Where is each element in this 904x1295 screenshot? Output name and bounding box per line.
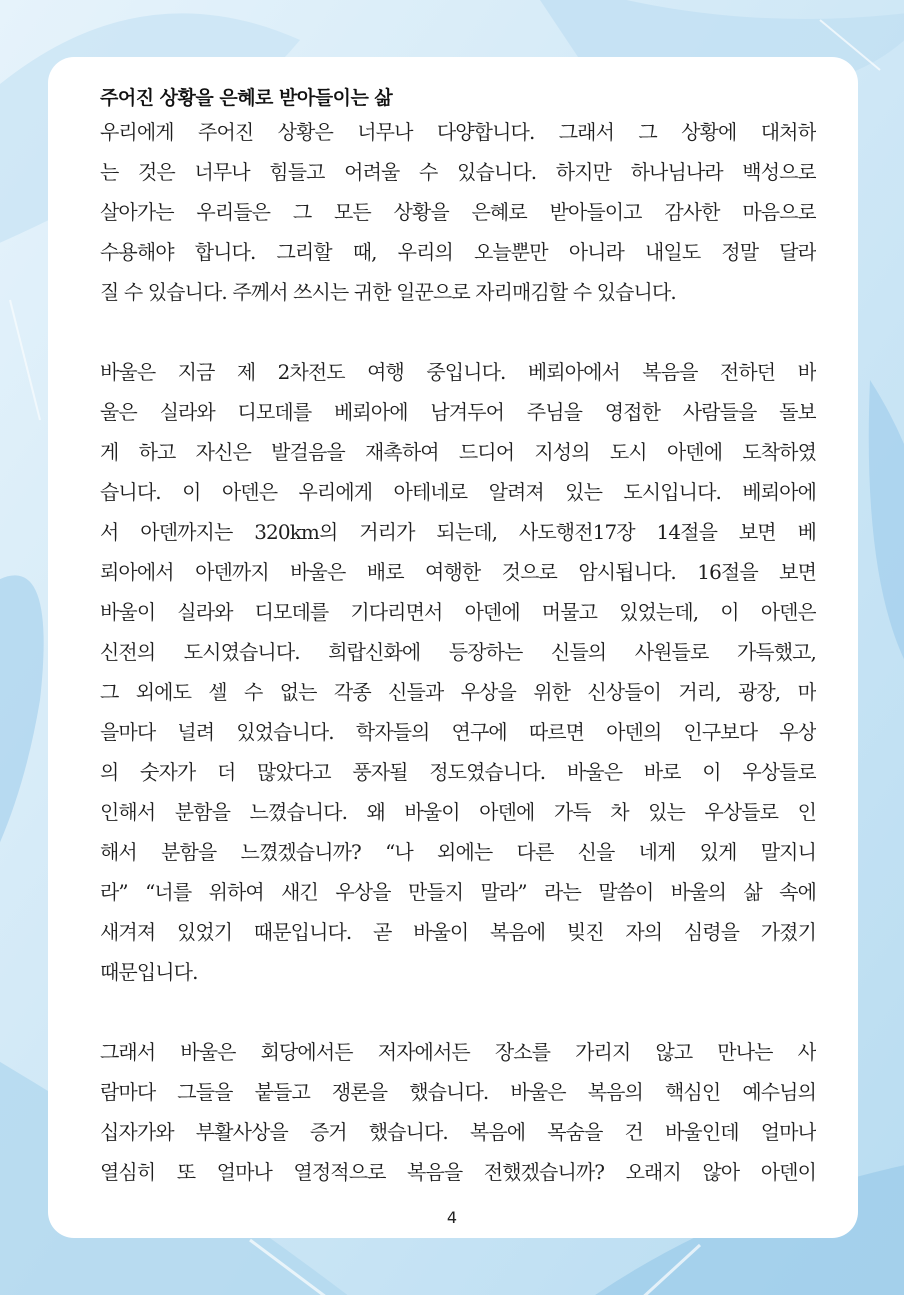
- text-line: 바울은 지금 제 2차전도 여행 중입니다. 베뢰아에서 복음을 전하던 바: [100, 360, 816, 384]
- text-line: 인해서 분함을 느꼈습니다. 왜 바울이 아덴에 가득 차 있는 우상들로 인: [100, 800, 816, 824]
- text-line: 서 아덴까지는 320km의 거리가 되는데, 사도행전17장 14절을 보면 베: [100, 520, 816, 544]
- text-line: 새겨져 있었기 때문입니다. 곧 바울이 복음에 빚진 자의 심령을 가졌기: [100, 920, 816, 944]
- text-line: 질 수 있습니다. 주께서 쓰시는 귀한 일꾼으로 자리매김할 수 있습니다.: [100, 280, 676, 304]
- text-line: 수용해야 합니다. 그리할 때, 우리의 오늘뿐만 아니라 내일도 정말 달라: [100, 240, 816, 264]
- text-line: 신전의 도시였습니다. 희랍신화에 등장하는 신들의 사원들로 가득했고,: [100, 640, 816, 664]
- text-line: 살아가는 우리들은 그 모든 상황을 은혜로 받아들이고 감사한 마음으로: [100, 200, 816, 224]
- text-line: 의 숫자가 더 많았다고 풍자될 정도였습니다. 바울은 바로 이 우상들로: [100, 760, 816, 784]
- text-line: 때문입니다.: [100, 960, 198, 984]
- text-line: 람마다 그들을 붙들고 쟁론을 했습니다. 바울은 복음의 핵심인 예수님의: [100, 1080, 816, 1104]
- text-line: 그 외에도 셀 수 없는 각종 신들과 우상을 위한 신상들이 거리, 광장, 마: [100, 680, 816, 704]
- text-line: 뢰아에서 아덴까지 바울은 배로 여행한 것으로 암시됩니다. 16절을 보면: [100, 560, 816, 584]
- text-line: 라” “너를 위하여 새긴 우상을 만들지 말라” 라는 말씀이 바울의 삶 속에: [100, 880, 816, 904]
- text-line: 게 하고 자신은 발걸음을 재촉하여 드디어 지성의 도시 아덴에 도착하였: [100, 440, 816, 464]
- text-line: 열심히 또 얼마나 열정적으로 복음을 전했겠습니까? 오래지 않아 아덴이: [100, 1160, 816, 1184]
- text-line: 해서 분함을 느꼈겠습니까? “나 외에는 다른 신을 네게 있게 말지니: [100, 840, 816, 864]
- text-line: 울은 실라와 디모데를 베뢰아에 남겨두어 주님을 영접한 사람들을 돌보: [100, 400, 816, 424]
- text-line: 는 것은 너무나 힘들고 어려울 수 있습니다. 하지만 하나님나라 백성으로: [100, 160, 816, 184]
- text-line: 십자가와 부활사상을 증거 했습니다. 복음에 목숨을 건 바울인데 얼마나: [100, 1120, 816, 1144]
- section-heading: 주어진 상황을 은혜로 받아들이는 삶: [100, 87, 393, 109]
- page-number: 4: [446, 1208, 458, 1227]
- text-line: 그래서 바울은 회당에서든 저자에서든 장소를 가리지 않고 만나는 사: [100, 1040, 816, 1064]
- text-line: 을마다 널려 있었습니다. 학자들의 연구에 따르면 아덴의 인구보다 우상: [100, 720, 816, 744]
- text-line: 바울이 실라와 디모데를 기다리면서 아덴에 머물고 있었는데, 이 아덴은: [100, 600, 816, 624]
- text-line: 습니다. 이 아덴은 우리에게 아테네로 알려져 있는 도시입니다. 베뢰아에: [100, 480, 816, 504]
- text-line: 우리에게 주어진 상황은 너무나 다양합니다. 그래서 그 상황에 대처하: [100, 120, 816, 144]
